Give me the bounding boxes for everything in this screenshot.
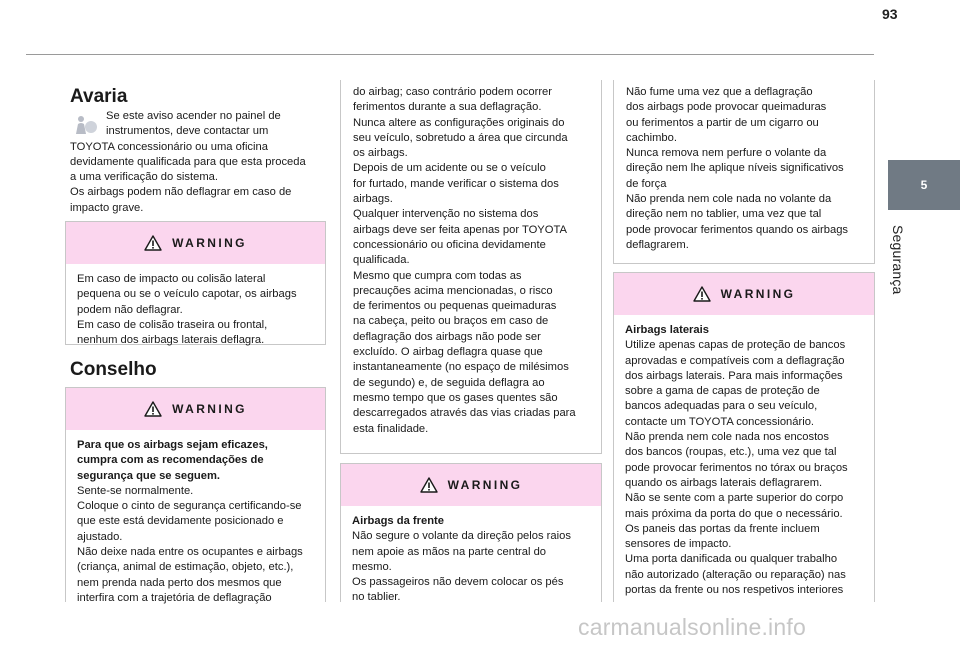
text-line: no tablier.: [352, 591, 401, 604]
text-line: instantaneamente (no espaço de milésimos: [353, 361, 569, 374]
text-line: pode provocar ferimentos no tórax ou braços: [625, 461, 848, 474]
text-line-bold: Para que os airbags sejam eficazes,: [77, 439, 268, 451]
text-line: pequena ou se o veículo capotar, os airbags: [77, 288, 297, 301]
warning-header: [614, 273, 874, 315]
text-line: Em caso de colisão traseira ou frontal,: [77, 318, 268, 331]
text-line: mesmo tempo que os gases quentes são: [353, 391, 558, 404]
warning-triangle-icon: [144, 235, 162, 251]
text-line: podem não deflagrar.: [77, 303, 183, 316]
warning-body: [341, 506, 601, 606]
text-line: sobre a gama de capas de proteção de: [625, 385, 820, 398]
text-line: ou ferimentos a partir de um cigarro ou: [626, 116, 819, 129]
text-line: excluído. O airbag deflagra quase que: [353, 346, 543, 359]
text-line-bold: Airbags laterais: [625, 324, 709, 336]
text-line: Sente-se normalmente.: [77, 484, 194, 497]
text-line: airbags.: [353, 193, 393, 206]
text-line: seu veículo, sobretudo a área que circunda: [353, 131, 568, 144]
text-line: nem prenda nada perto dos mesmos que: [77, 576, 282, 589]
text-line: contacte um TOYOTA concessionário.: [625, 415, 815, 428]
page-number: 93: [882, 6, 898, 22]
watermark: carmanualsonline.info: [578, 614, 806, 640]
continuation-box-col3: [613, 80, 875, 264]
text-line: Os passageiros não devem colocar os pés: [352, 576, 564, 589]
warning-title: WARNING: [720, 287, 796, 301]
text-line: a uma verificação do sistema.: [70, 171, 218, 184]
text-line: de segundo) e, de seguida deflagra ao: [353, 376, 545, 389]
text-line: Em caso de impacto ou colisão lateral: [77, 273, 266, 285]
warning-body: [614, 315, 874, 598]
warning-header: [341, 464, 601, 506]
text-line: Uma porta danificada ou qualquer trabalho: [625, 553, 838, 566]
text-line: bancos adequadas para o seu veículo,: [625, 400, 818, 413]
warning-box-front-airbags: [340, 463, 602, 602]
text-line: ajustado.: [77, 530, 123, 543]
warning-box-collision: [65, 221, 326, 345]
text-line: Nunca remova nem perfure o volante da: [626, 147, 827, 160]
text-line: Se este aviso acender no painel de: [106, 110, 281, 122]
text-line: não autorizado (alteração ou reparação) nas: [625, 568, 846, 581]
text-line: quando os airbags laterais deflagrarem.: [625, 476, 823, 489]
text-line: Coloque o cinto de segurança certificando-se: [77, 500, 302, 513]
text-line: Mesmo que cumpra com todas as: [353, 269, 522, 282]
header-divider: [26, 54, 874, 55]
text-line: deflagração dos airbags não pode ser: [353, 330, 541, 343]
text-line: Não prenda nem cole nada no volante da: [626, 193, 832, 206]
warning-title: WARNING: [172, 236, 247, 250]
text-line: portas da frente ou nos respetivos interiores: [625, 584, 844, 597]
text-line: TOYOTA concessionário ou uma oficina: [70, 140, 268, 153]
text-line-bold: segurança que se seguem.: [77, 469, 221, 482]
text-line: mais próxima da porta do que o necessário.: [625, 507, 843, 520]
text-line: do airbag; caso contrário podem ocorrer: [353, 86, 552, 98]
text-line: Os airbags podem não deflagrar em caso de: [70, 186, 292, 199]
text-line: ferimentos durante a sua deflagração.: [353, 101, 542, 114]
text-line: (criança, animal de estimação, objeto, etc.),: [77, 561, 294, 574]
text-line: for furtado, mande verificar o sistema dos: [353, 177, 559, 190]
text-line: de ferimentos ou pequenas queimaduras: [353, 300, 557, 313]
section-title-avaria: Avaria: [70, 86, 128, 107]
text-line: aprovadas e compatíveis com a deflagração: [625, 354, 845, 367]
text-line: Não prenda nem cole nada nos encostos: [625, 431, 829, 444]
warning-body: [66, 430, 325, 606]
text-line: interfira com a trajetória de deflagração: [77, 591, 272, 604]
warning-title: WARNING: [172, 402, 247, 416]
warning-triangle-icon: [144, 401, 162, 417]
text-line: pode provocar ferimentos quando os airbags: [626, 223, 849, 236]
warning-box-recommendations: [65, 387, 326, 602]
text-line: impacto grave.: [70, 201, 144, 214]
warning-title: WARNING: [447, 478, 523, 492]
text-line: dos airbags pode provocar queimaduras: [626, 101, 827, 114]
airbag-warning-light-icon: [72, 115, 98, 135]
chapter-number: 5: [920, 178, 928, 192]
text-line: que este está devidamente posicionado e: [77, 515, 284, 528]
text-line: qualificada.: [353, 254, 410, 267]
text-line: deflagrarem.: [626, 238, 689, 251]
text-line: de força: [626, 177, 667, 190]
text-line: Qualquer intervenção no sistema dos: [353, 208, 539, 221]
warning-header: [66, 388, 325, 430]
text-line: Não segure o volante da direção pelos raios: [352, 530, 571, 543]
text-line: Depois de um acidente ou se o veículo: [353, 162, 546, 175]
warning-header: [66, 222, 325, 264]
text-line-bold: Airbags da frente: [352, 515, 445, 527]
text-line: airbags deve ser feita apenas por TOYOTA: [353, 223, 567, 236]
text-line: concessionário ou oficina devidamente: [353, 238, 546, 251]
text-line: precauções acima mencionadas, o risco: [353, 284, 553, 297]
text-line: nenhum dos airbags laterais deflagra.: [77, 334, 265, 347]
text-line-bold: cumpra com as recomendações de: [77, 454, 264, 467]
section-title-conselho: Conselho: [70, 359, 157, 380]
chapter-tab[interactable]: [888, 160, 960, 210]
text-line: descarregados através das vias criadas para: [353, 407, 576, 420]
text-line: Os paneis das portas da frente incluem: [625, 522, 820, 535]
avaria-text-indented: [106, 109, 336, 140]
text-line: dos airbags laterais. Para mais informações: [625, 369, 843, 382]
text-line: direção nem lhe aplique níveis significativos: [626, 162, 844, 175]
avaria-text: [70, 140, 340, 216]
chapter-title: Segurança: [890, 225, 906, 295]
text-line: esta finalidade.: [353, 422, 429, 435]
text-line: sensores de impacto.: [625, 538, 732, 551]
text-line: devidamente qualificada para que esta proceda: [70, 155, 306, 168]
warning-triangle-icon: [420, 477, 438, 493]
warning-triangle-icon: [693, 286, 711, 302]
text-line: Não se sente com a parte superior do corpo: [625, 492, 844, 505]
text-line: mesmo.: [352, 560, 392, 573]
warning-body: [66, 264, 325, 348]
text-line: Utilize apenas capas de proteção de bancos: [625, 339, 846, 352]
warning-box-side-airbags: [613, 272, 875, 602]
text-line: Não deixe nada entre os ocupantes e airbags: [77, 546, 303, 559]
text-line: os airbags.: [353, 147, 408, 160]
text-line: na cabeça, peito ou braços em caso de: [353, 315, 549, 328]
text-line: Nunca altere as configurações originais do: [353, 116, 565, 129]
text-line: cachimbo.: [626, 131, 677, 144]
text-line: direção nem no tablier, uma vez que tal: [626, 208, 822, 221]
text-line: nem apoie as mãos na parte central do: [352, 545, 547, 558]
text-line: dos bancos (roupas, etc.), uma vez que tal: [625, 446, 837, 459]
text-line: instrumentos, deve contactar um: [106, 125, 269, 138]
text-line: Não fume uma vez que a deflagração: [626, 86, 813, 98]
continuation-box-col2: [340, 80, 602, 454]
